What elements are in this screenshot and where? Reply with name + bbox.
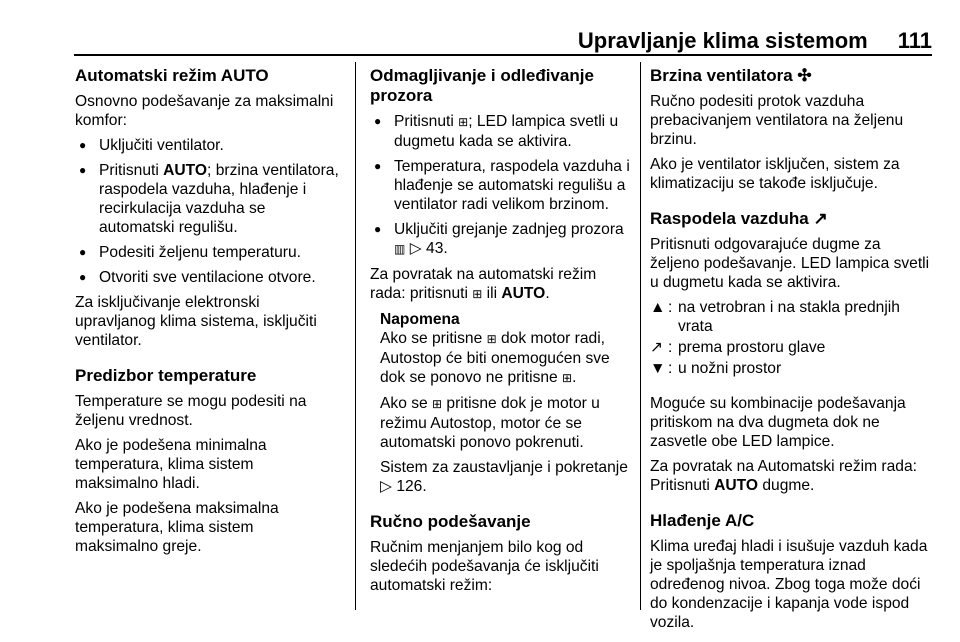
paragraph: Ako je podešena maksimalna temperatura, klima sistem maksimalno greje. — [75, 500, 279, 555]
heading-auto-mode: Automatski režim AUTO — [75, 66, 269, 85]
paragraph: Za povratak na Automatski režim rada: Pritisnuti AUTO dugme. — [650, 458, 917, 494]
auto-keyword: AUTO — [163, 162, 208, 179]
page-title: Upravljanje klima sistemom — [577, 28, 868, 53]
heading-manual: Ručno podešavanje — [370, 512, 531, 531]
fan-icon: ✣ — [797, 66, 812, 85]
max-defrost-icon: ⊞ — [562, 371, 573, 385]
paragraph: Ako je ventilator isključen, sistem za klimatizaciju se takođe isključuje. — [650, 156, 900, 192]
header-rule — [74, 54, 932, 56]
paragraph: Pritisnuti odgovarajuće dugme za željeno podešavanje. LED lampica svetli u dugmetu kada se aktivira. — [650, 236, 930, 291]
list-item: ● Pritisnuti ⊞; LED lampica svetli u dugmetu kada se aktivira. — [370, 112, 636, 151]
heading-temperature: Predizbor temperature — [75, 366, 257, 385]
column-2 — [370, 66, 636, 601]
paragraph: Ručno podesiti protok vazduha prebacivanjem ventilatora na željenu brzinu. — [650, 93, 904, 148]
column-divider — [355, 62, 356, 610]
heading-fan-speed: Brzina ventilatora ✣ — [650, 66, 812, 85]
paragraph: Moguće su kombinacije podešavanja pritiskom na dva dugmeta dok ne zasvetle obe LED lampice. — [650, 395, 906, 450]
page-ref-triangle-icon: ▷ — [380, 478, 392, 495]
paragraph: Ručnim menjanjem bilo kog od sledećih podešavanja će isključiti automatski režim: — [370, 539, 599, 594]
max-defrost-icon: ⊞ — [432, 397, 443, 411]
list-item: ● Pritisnuti AUTO; brzina ventilatora, raspodela vazduha, hlađenje i recirkulacija vazduha se automatski regulišu. — [75, 161, 341, 237]
paragraph: Temperature se mogu podesiti na željenu vrednost. — [75, 393, 307, 429]
air-distribution-icon: ↗ — [813, 209, 828, 228]
page-header — [74, 28, 932, 54]
paragraph: Za povratak na automatski režim rada: pritisnuti ⊞ ili AUTO. — [370, 266, 597, 302]
bullet-list — [75, 136, 341, 287]
max-defrost-icon: ⊞ — [472, 287, 483, 301]
bullet-list — [370, 112, 636, 259]
paragraph: Ako je podešena minimalna temperatura, klima sistem maksimalno hladi. — [75, 437, 267, 492]
distribution-definitions: ▲ : na vetrobran i na stakla prednjih vrata ↗ : prema prostoru glave ▼ : u nožni prostor — [650, 299, 900, 377]
paragraph: Klima uređaj hladi i isušuje vazduh kada je spoljašnja temperatura iznad određenog nivoa. Zbog toga može doći do kondenzacije i kapanja vode ispod vozila. — [650, 538, 928, 631]
note-paragraph: Ako se pritisne ⊞ dok motor radi, Autostop će biti onemogućen sve dok se ponovo ne pritisne ⊞. — [380, 330, 610, 386]
note-box — [370, 310, 636, 496]
note-paragraph: Sistem za zaustavljanje i pokretanje ▷ 126. — [380, 459, 628, 495]
rear-window-heat-icon: ▥ — [394, 242, 406, 256]
note-paragraph: Ako se ⊞ pritisne dok je motor u režimu Autostop, motor će se automatski ponovo pokrenuti. — [380, 395, 600, 451]
page-number: 111 — [897, 28, 932, 53]
footwell-arrow-icon: ▼ — [650, 360, 666, 377]
list-item: ● Otvoriti sve ventilacione otvore. — [75, 268, 341, 287]
heading-air-distribution: Raspodela vazduha ↗ — [650, 209, 828, 228]
paragraph: Osnovno podešavanje za maksimalni komfor: — [75, 93, 334, 129]
list-item: ● Uključiti grejanje zadnjeg prozora ▥ ▷ 43. — [370, 220, 636, 259]
heading-defrost: Odmagljivanje i odleđivanje prozora — [370, 66, 594, 105]
page-ref-triangle-icon: ▷ — [409, 240, 422, 257]
list-item: ● Podesiti željenu temperaturu. — [75, 243, 341, 262]
column-3 — [650, 66, 932, 638]
head-direction-icon: ↗ — [650, 339, 664, 356]
paragraph: Za isključivanje elektronski upravljanog klima sistema, isključiti ventilator. — [75, 294, 317, 349]
column-divider — [640, 62, 641, 610]
note-heading: Napomena — [380, 311, 460, 328]
heading-cooling: Hlađenje A/C — [650, 511, 755, 530]
list-item: ● Temperatura, raspodela vazduha i hlađenje se automatski regulišu a ventilator radi velikom brzinom. — [370, 157, 636, 214]
column-1 — [75, 66, 341, 562]
list-item: ● Uključiti ventilator. — [75, 136, 341, 155]
defrost-arrow-icon: ▲ — [650, 299, 666, 316]
max-defrost-icon: ⊞ — [486, 332, 497, 346]
max-defrost-icon: ⊞ — [458, 115, 469, 129]
